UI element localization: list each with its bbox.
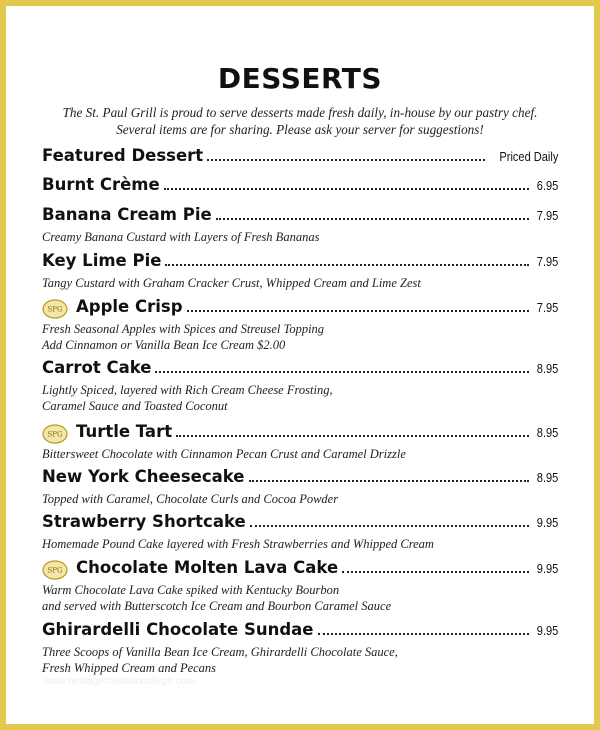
item-price: 7.95 [536,300,558,315]
signature-logo-icon [42,299,68,319]
dot-leader [165,260,528,266]
logo-text: SPG [47,305,63,314]
watermark: www.heritagechristiancollege.com [44,676,195,687]
menu-item-featured-dessert [42,146,558,170]
item-name: Key Lime Pie [42,251,162,270]
item-name: Burnt Crème [42,175,160,194]
item-description: Add Cinnamon or Vanilla Bean Ice Cream $2.00 [42,338,286,352]
item-description: Fresh Seasonal Apples with Spices and Streusel Topping [42,322,325,336]
item-name: Chocolate Molten Lava Cake [76,558,339,577]
item-price: 8.95 [536,425,558,440]
menu-item-new-york-cheesecake [42,467,558,507]
dot-leader [187,306,529,312]
menu-item-apple-crisp [42,297,558,353]
item-description: Tangy Custard with Graham Cracker Crust, Whipped Cream and Lime Zest [42,276,421,290]
item-name: New York Cheesecake [42,467,245,486]
item-price: 8.95 [536,470,558,485]
menu-item-banana-cream-pie [42,205,558,245]
menu-intro [0,104,600,138]
item-description: Warm Chocolate Lava Cake spiked with Kentucky Bourbon [42,583,340,597]
dot-leader [250,521,529,527]
menu-item-burnt-creme [42,175,558,199]
dot-leader [176,431,529,437]
item-name: Banana Cream Pie [42,205,212,224]
dot-leader [207,155,484,161]
intro-line: Several items are for sharing. Please ask your server for suggestions! [116,122,484,137]
item-description: Homemade Pound Cake layered with Fresh Strawberries and Whipped Cream [42,537,434,551]
dot-leader [155,367,528,373]
item-name: Carrot Cake [42,358,152,377]
signature-logo-icon [42,424,68,444]
item-price: Priced Daily [499,149,558,164]
dot-leader [164,184,529,190]
intro-line: The St. Paul Grill is proud to serve desserts made fresh daily, in-house by our pastry chef. [62,105,538,120]
item-description: Three Scoops of Vanilla Bean Ice Cream, Ghirardelli Chocolate Sauce, [42,645,398,659]
item-description: Creamy Banana Custard with Layers of Fresh Bananas [42,230,320,244]
item-name: Strawberry Shortcake [42,512,246,531]
item-price: 7.95 [536,254,558,269]
menu-item-turtle-tart [42,422,558,462]
dot-leader [216,214,529,220]
item-name: Featured Dessert [42,146,204,165]
item-description: Topped with Caramel, Chocolate Curls and Cocoa Powder [42,492,339,506]
dot-leader [249,476,529,482]
logo-text: SPG [47,430,63,439]
menu-item-carrot-cake [42,358,558,414]
item-name: Ghirardelli Chocolate Sundae [42,620,314,639]
item-price: 7.95 [536,208,558,223]
dot-leader [318,629,529,635]
menu-item-chocolate-molten-lava-cake [42,558,558,614]
item-price: 9.95 [536,515,558,530]
menu-item-ghirardelli-chocolate-sundae [42,620,558,676]
menu-title: DESSERTS [217,62,383,95]
item-name: Turtle Tart [76,422,173,441]
menu-item-strawberry-shortcake [42,512,558,552]
item-price: 8.95 [536,361,558,376]
item-price: 9.95 [536,623,558,638]
item-price: 9.95 [536,561,558,576]
logo-text: SPG [47,566,63,575]
item-description: Bittersweet Chocolate with Cinnamon Pecan Crust and Caramel Drizzle [42,447,406,461]
item-description: Lightly Spiced, layered with Rich Cream Cheese Frosting, [42,383,333,397]
item-price: 6.95 [536,178,558,193]
item-description: and served with Butterscotch Ice Cream and Bourbon Caramel Sauce [42,599,392,613]
item-description: Caramel Sauce and Toasted Coconut [42,399,228,413]
dot-leader [342,567,529,573]
item-description: Fresh Whipped Cream and Pecans [42,661,217,675]
signature-logo-icon [42,560,68,580]
menu-item-key-lime-pie [42,251,558,291]
item-name: Apple Crisp [76,297,183,316]
